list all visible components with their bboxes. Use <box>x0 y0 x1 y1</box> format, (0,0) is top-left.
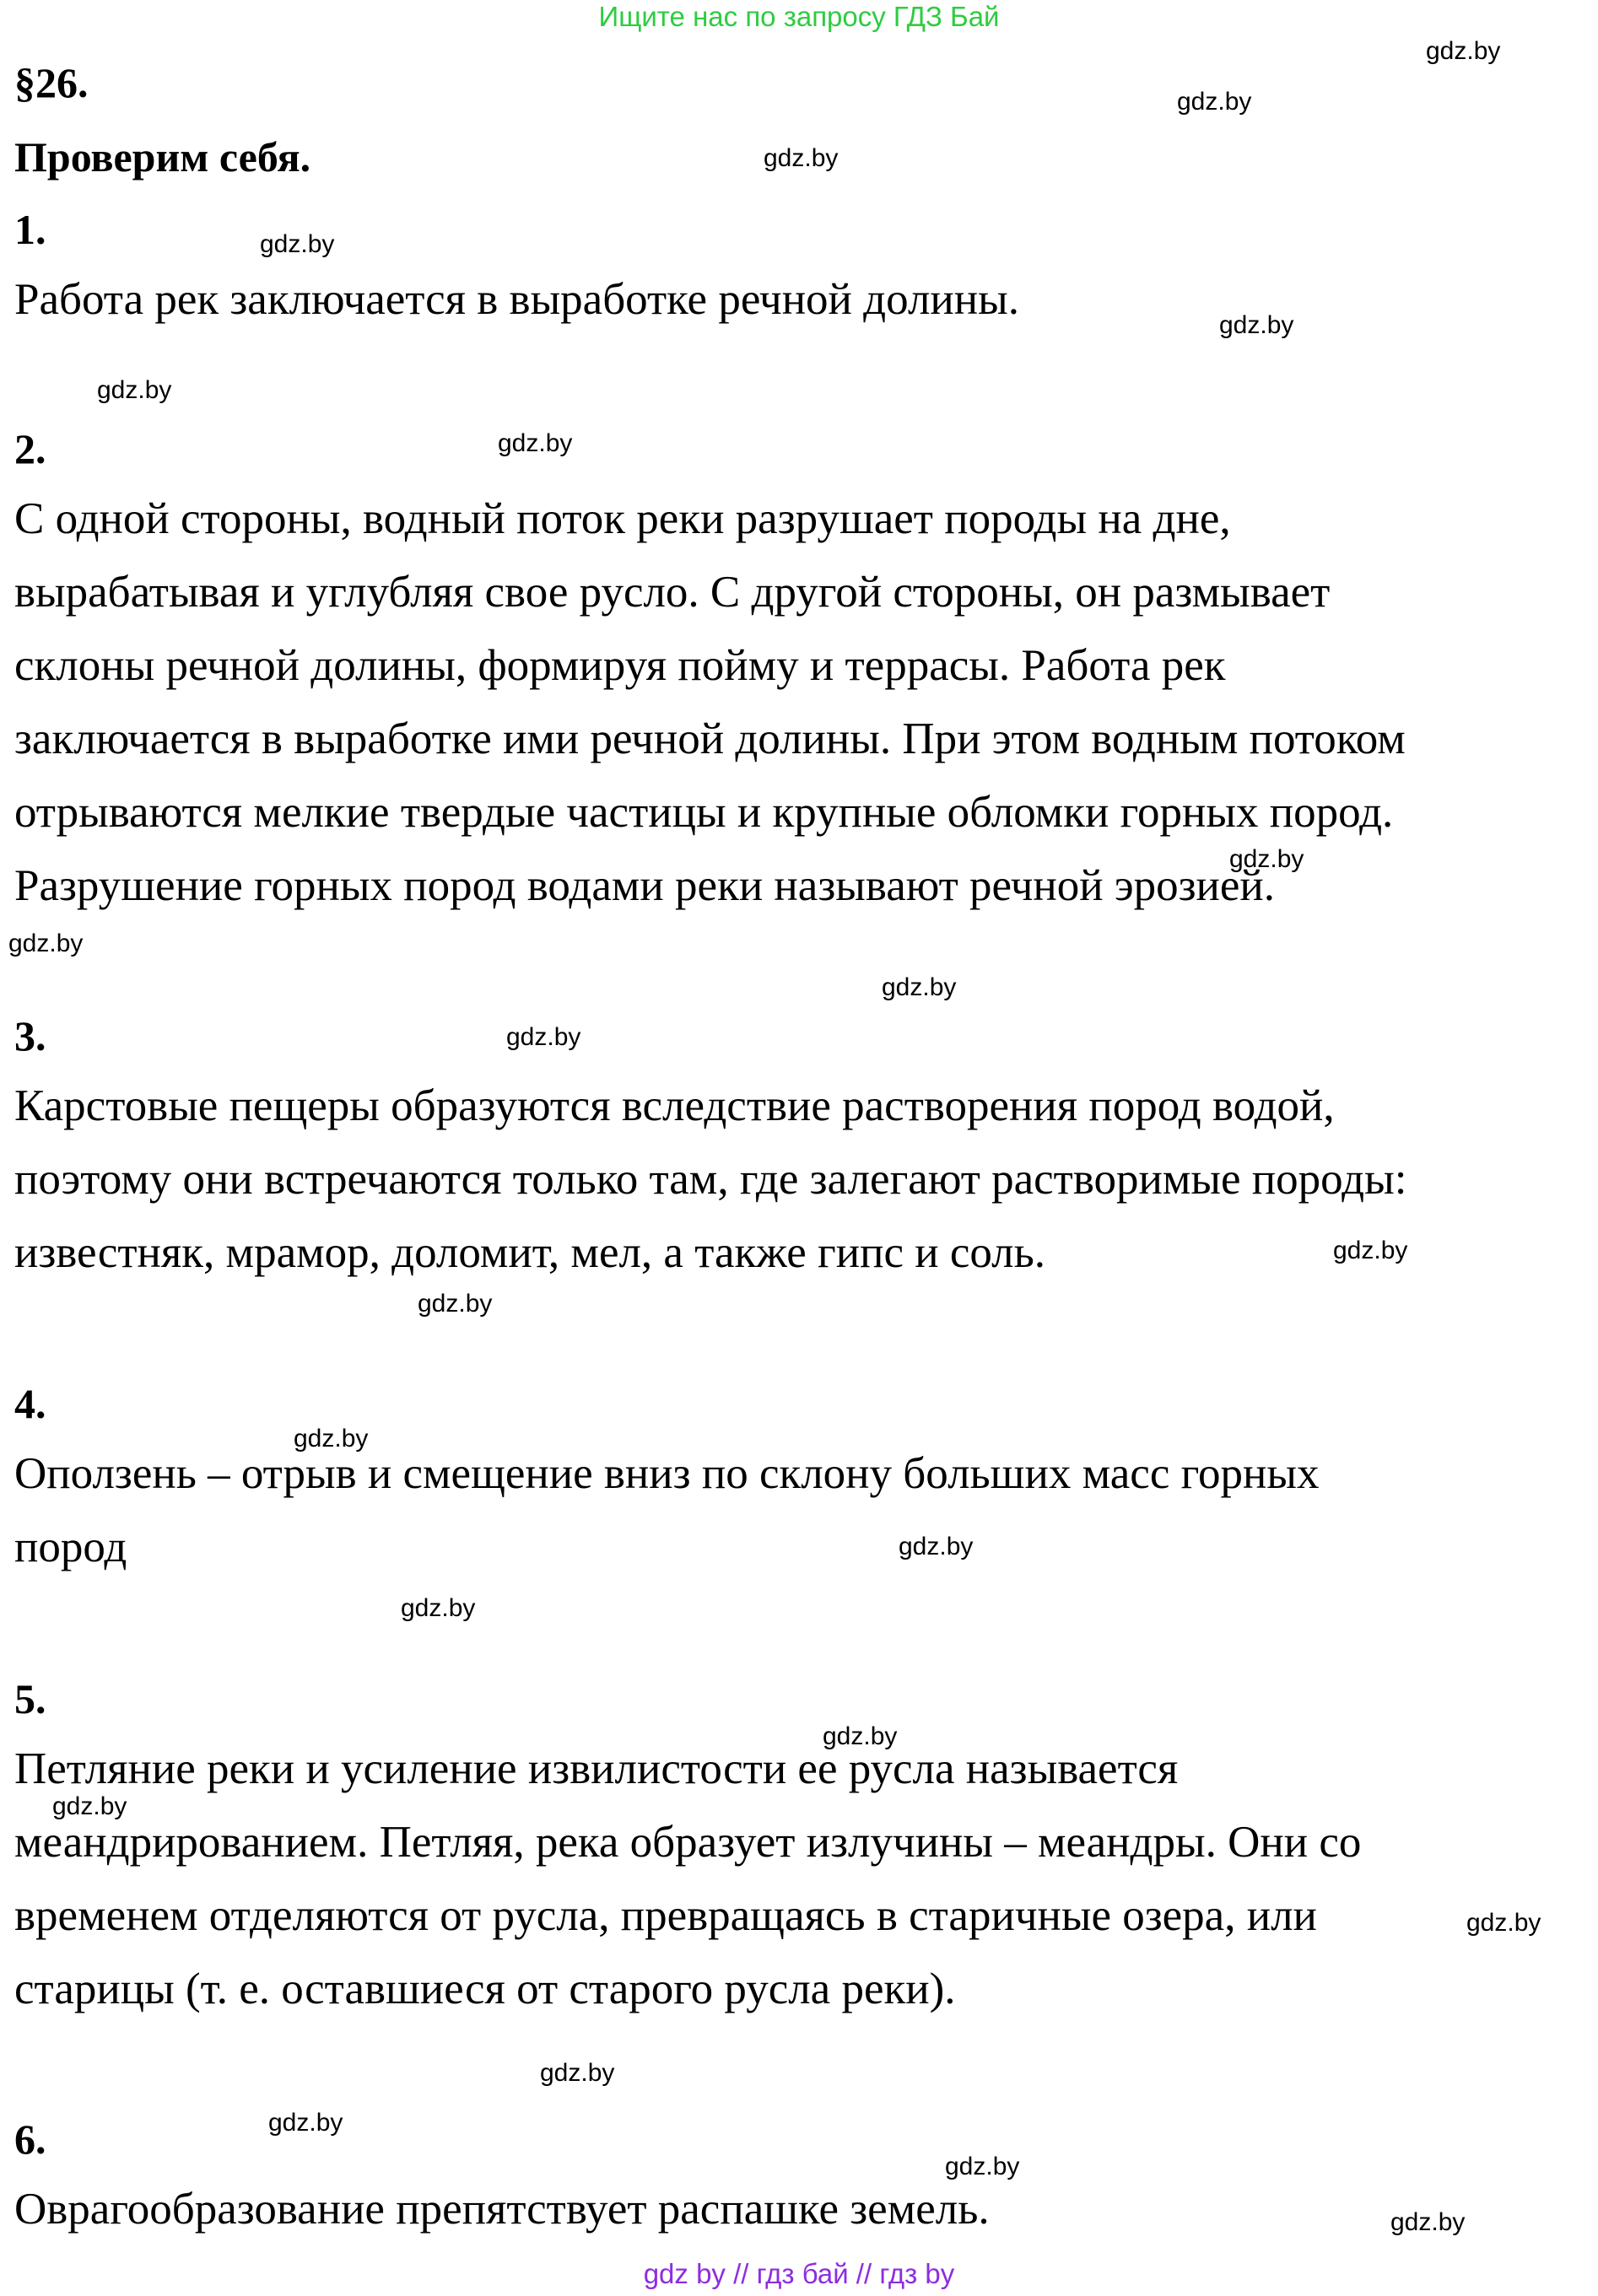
watermark: gdz.by <box>268 2109 343 2137</box>
answer-6-line: Оврагообразование препятствует распашке земель. <box>14 2185 990 2234</box>
watermark: gdz.by <box>1177 88 1252 116</box>
watermark: gdz.by <box>899 1533 974 1560</box>
watermark: gdz.by <box>401 1594 476 1622</box>
answer-5-line: временем отделяются от русла, превращаясь в старичные озера, или <box>14 1891 1317 1940</box>
watermark: gdz.by <box>823 1722 898 1750</box>
section-number: §26. <box>14 59 89 106</box>
answer-5-line: старицы (т. е. оставшиеся от старого русла реки). <box>14 1965 956 2013</box>
watermark: gdz.by <box>418 1290 493 1318</box>
watermark: gdz.by <box>1219 311 1294 339</box>
answer-3-line: Карстовые пещеры образуются вследствие растворения пород водой, <box>14 1081 1335 1130</box>
watermark: gdz.by <box>1426 37 1501 65</box>
watermark: gdz.by <box>294 1425 369 1453</box>
answer-2-line: вырабатывая и углубляя свое русло. С другой стороны, он размывает <box>14 568 1331 617</box>
watermark: gdz.by <box>1229 845 1304 873</box>
answer-2-line: заключается в выработке ими речной долины. При этом водным потоком <box>14 714 1406 763</box>
watermark: gdz.by <box>1466 1909 1541 1937</box>
answer-5-number: 5. <box>14 1675 46 1722</box>
answer-2-line: Разрушение горных пород водами реки называют речной эрозией. <box>14 861 1276 910</box>
watermark: gdz.by <box>1333 1237 1408 1264</box>
footer-links[interactable]: gdz by // гдз бай // гдз by <box>643 2258 955 2289</box>
search-banner[interactable]: Ищите нас по запросу ГДЗ Бай <box>598 1 1000 32</box>
watermark: gdz.by <box>52 1792 127 1820</box>
answer-2-number: 2. <box>14 425 46 472</box>
answer-5-line: Петляние реки и усиление извилистости ее русла называется <box>14 1744 1179 1793</box>
watermark: gdz.by <box>882 973 957 1001</box>
watermark: gdz.by <box>540 2059 615 2087</box>
answer-3-number: 3. <box>14 1012 46 1059</box>
answer-6-number: 6. <box>14 2115 46 2163</box>
watermark: gdz.by <box>506 1023 581 1051</box>
watermark: gdz.by <box>764 144 839 172</box>
answer-2-line: отрываются мелкие твердые частицы и крупные обломки горных пород. <box>14 788 1394 837</box>
watermark: gdz.by <box>8 930 84 957</box>
answer-3-line: известняк, мрамор, доломит, мел, а также гипс и соль. <box>14 1228 1046 1277</box>
answer-3-line: поэтому они встречаются только там, где залегают растворимые породы: <box>14 1155 1407 1204</box>
page-heading: Проверим себя. <box>14 133 311 181</box>
watermark: gdz.by <box>945 2153 1020 2180</box>
answer-4-line: пород <box>14 1523 127 1571</box>
watermark: gdz.by <box>1390 2208 1466 2236</box>
answer-2-line: склоны речной долины, формируя пойму и террасы. Работа рек <box>14 641 1226 690</box>
watermark: gdz.by <box>97 376 172 404</box>
watermark: gdz.by <box>498 429 573 457</box>
answer-4-number: 4. <box>14 1380 46 1427</box>
answer-1-number: 1. <box>14 206 46 253</box>
watermark: gdz.by <box>260 230 335 258</box>
answer-1-line: Работа рек заключается в выработке речной долины. <box>14 275 1019 324</box>
answer-2-line: С одной стороны, водный поток реки разрушает породы на дне, <box>14 494 1231 543</box>
answer-5-line: меандрированием. Петляя, река образует излучины – меандры. Они со <box>14 1818 1362 1867</box>
answer-4-line: Оползень – отрыв и смещение вниз по склону больших масс горных <box>14 1449 1320 1498</box>
